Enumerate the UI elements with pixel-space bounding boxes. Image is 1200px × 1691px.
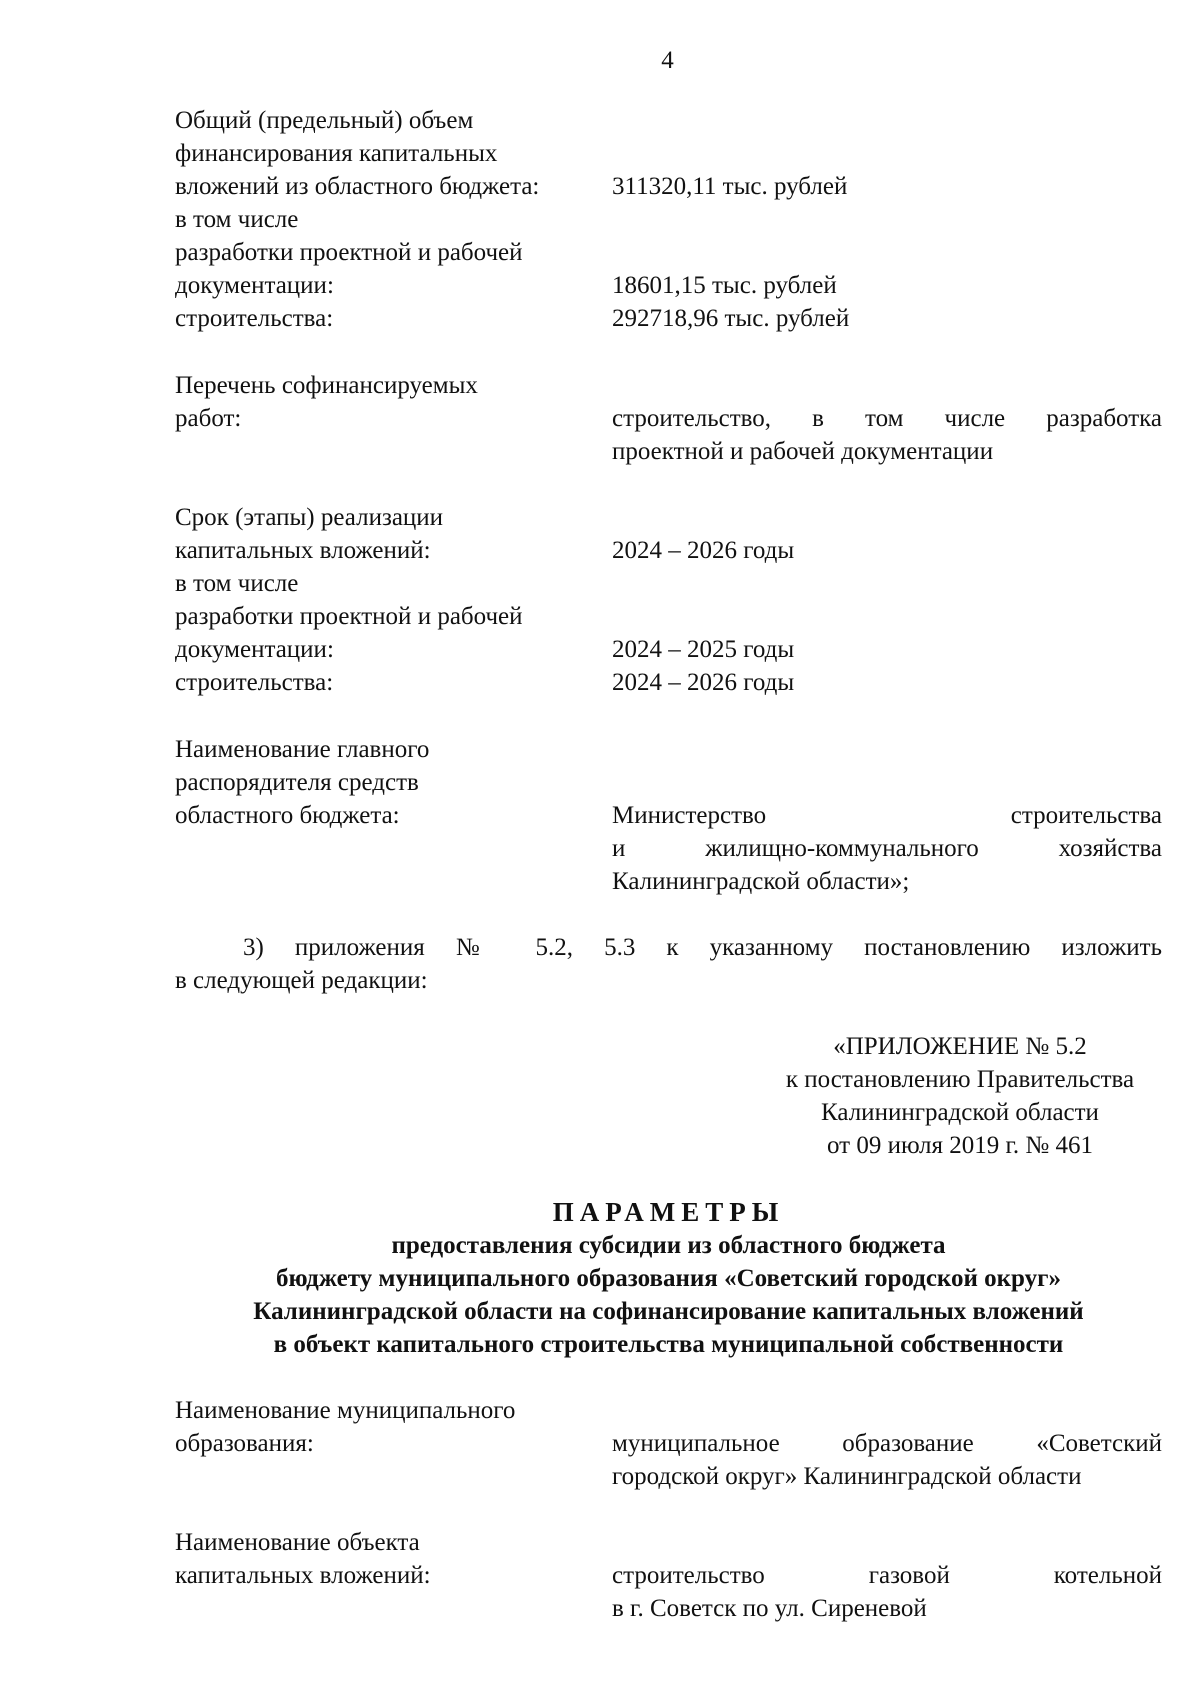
municipality-value: [612, 1427, 1162, 1493]
label-line: капитальных вложений:: [175, 1562, 431, 1589]
label-line: разработки проектной и рабочей: [175, 239, 523, 266]
cofinanced-works-label: [175, 369, 605, 435]
label-line: строительства:: [175, 305, 334, 332]
value-line: в г. Советск по ул. Сиреневой: [612, 1595, 927, 1622]
label-line: Наименование главного: [175, 736, 430, 763]
label-line: Общий (предельный) объем: [175, 107, 474, 134]
label-line: Перечень софинансируемых: [175, 372, 478, 399]
financing-total-value: 311320,11 тыс. рублей: [612, 173, 848, 200]
paragraph-line: 3) приложения № 5.2, 5.3 к указанному постановлению изложить: [243, 934, 1162, 961]
label-line: работ:: [175, 405, 242, 432]
budget-administrator-value: [612, 799, 1162, 898]
value-line: муниципальное образование «Советский: [612, 1430, 1162, 1457]
construction-period: 2024 – 2026 годы: [612, 669, 795, 696]
value-line: и жилищно-коммунального хозяйства: [612, 835, 1162, 862]
label-line: в том числе: [175, 206, 299, 233]
value-line: городской округ» Калининградской области: [612, 1463, 1082, 1490]
label-line: Срок (этапы) реализации: [175, 504, 444, 531]
document-title: [175, 1196, 1162, 1361]
label-line: областного бюджета:: [175, 802, 400, 829]
value-line: строительство, в том числе разработка: [612, 405, 1162, 432]
appendix-line: к постановлению Правительства: [785, 1066, 1135, 1093]
title-line: бюджету муниципального образования «Советский городской округ»: [276, 1265, 1061, 1292]
title-heading: ПАРАМЕТРЫ: [552, 1197, 785, 1227]
label-line: финансирования капитальных: [175, 140, 498, 167]
label-line: вложений из областного бюджета:: [175, 173, 540, 200]
design-period: 2024 – 2025 годы: [612, 636, 795, 663]
design-financing-value: 18601,15 тыс. рублей: [612, 272, 837, 299]
appendix-line: от 09 июля 2019 г. № 461: [826, 1132, 1094, 1159]
implementation-period-total: 2024 – 2026 годы: [612, 537, 795, 564]
implementation-period-label: [175, 501, 605, 699]
value-line: строительство газовой котельной: [612, 1562, 1162, 1589]
construction-financing-value: 292718,96 тыс. рублей: [612, 305, 850, 332]
label-line: строительства:: [175, 669, 334, 696]
title-line: в объект капитального строительства муниципальной собственности: [273, 1331, 1064, 1358]
investment-object-label: [175, 1526, 605, 1592]
appendix-reference: [740, 1030, 1180, 1162]
page-number: 4: [661, 47, 674, 74]
cofinanced-works-value: [612, 402, 1162, 468]
label-line: распорядителя средств: [175, 769, 419, 796]
label-line: в том числе: [175, 570, 299, 597]
value-line: Калининградской области»;: [612, 868, 910, 895]
label-line: Наименование объекта: [175, 1529, 420, 1556]
value-line: проектной и рабочей документации: [612, 438, 994, 465]
financing-volume-label: [175, 104, 605, 335]
paragraph-line: в следующей редакции:: [175, 967, 428, 994]
investment-object-value: [612, 1559, 1162, 1625]
title-line: предоставления субсидии из областного бюджета: [391, 1232, 946, 1259]
appendix-line: «ПРИЛОЖЕНИЕ № 5.2: [833, 1033, 1087, 1060]
budget-administrator-label: [175, 733, 605, 832]
label-line: документации:: [175, 636, 334, 663]
title-line: Калининградской области на софинансирование капитальных вложений: [253, 1298, 1084, 1325]
label-line: разработки проектной и рабочей: [175, 603, 523, 630]
amendment-paragraph: [175, 931, 1162, 997]
label-line: документации:: [175, 272, 334, 299]
label-line: Наименование муниципального: [175, 1397, 516, 1424]
value-line: Министерство строительства: [612, 802, 1162, 829]
label-line: капитальных вложений:: [175, 537, 431, 564]
municipality-label: [175, 1394, 605, 1460]
label-line: образования:: [175, 1430, 314, 1457]
appendix-line: Калининградской области: [821, 1099, 1099, 1126]
